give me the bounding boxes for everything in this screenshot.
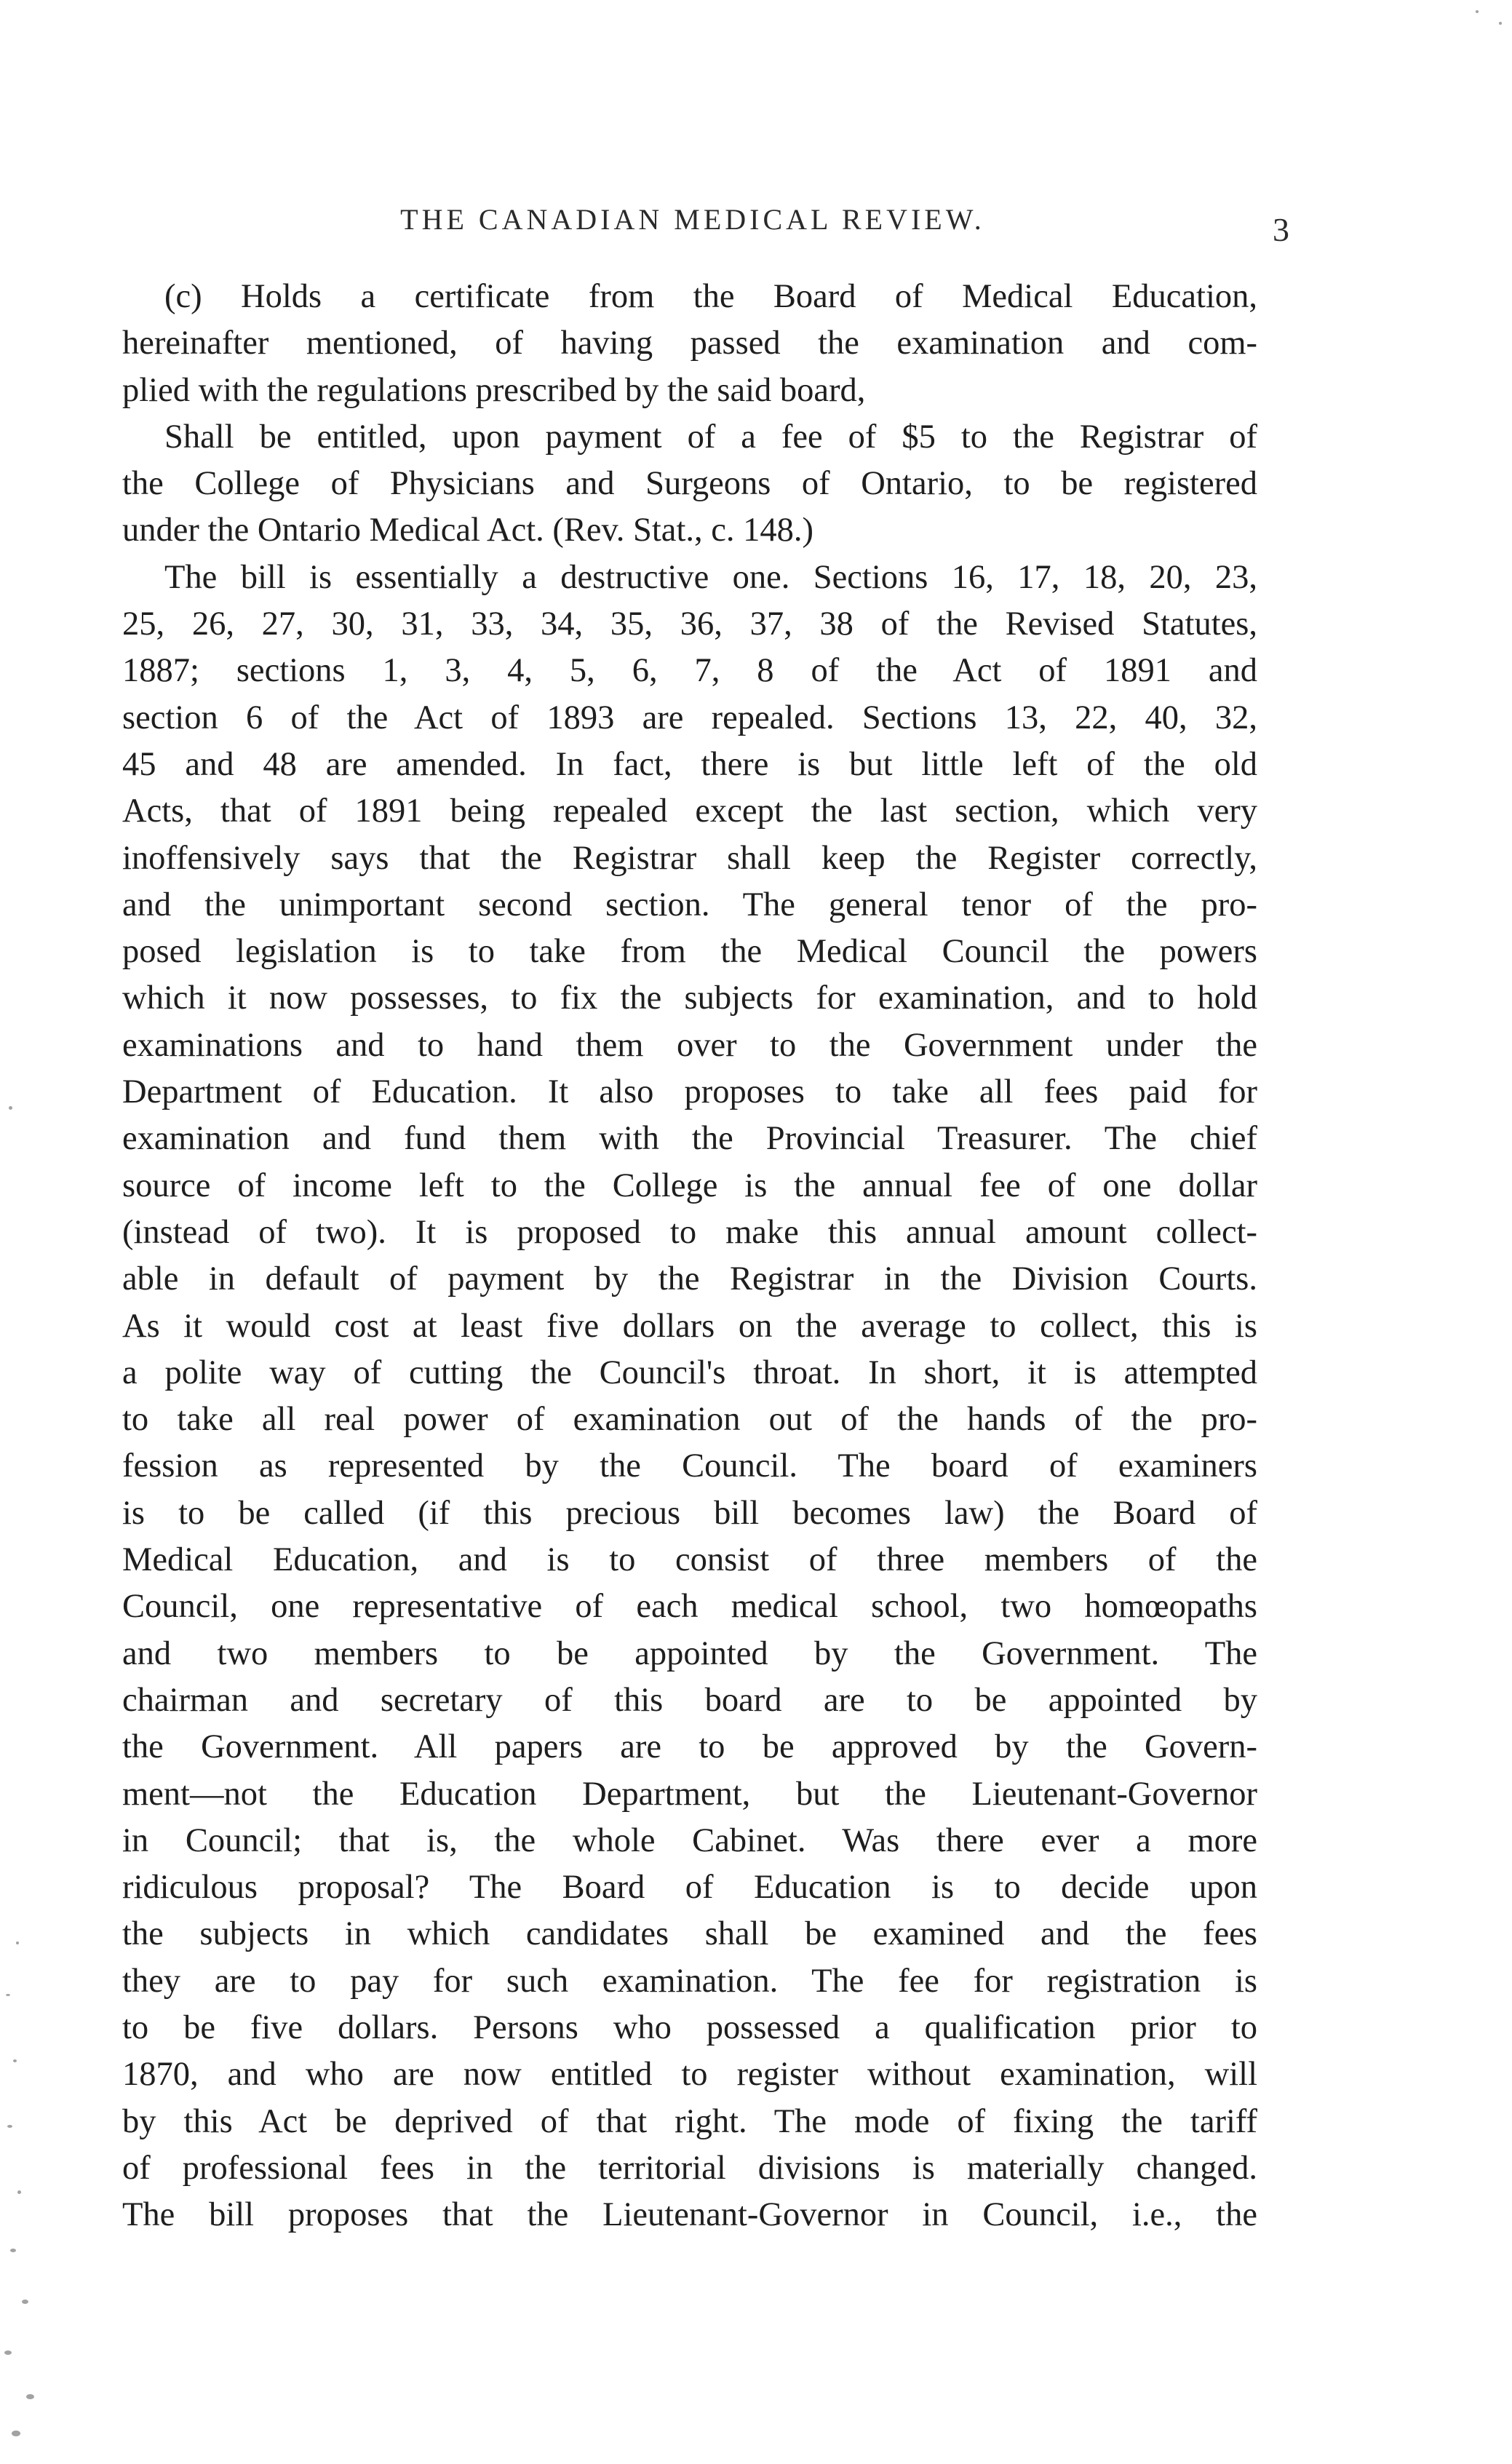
text-line: Medical Education, and is to consist of three members of the: [122, 1541, 1257, 1579]
text-line: 1887; sections 1, 3, 4, 5, 6, 7, 8 of the Act of 1891 and: [122, 652, 1257, 690]
text-line: of professional fees in the territorial divisions is materially changed.: [122, 2149, 1257, 2187]
text-line: section 6 of the Act of 1893 are repealed. Sections 13, 22, 40, 32,: [122, 699, 1257, 736]
text-line: the Government. All papers are to be approved by the Govern-: [122, 1728, 1257, 1766]
scan-speck: [12, 2431, 20, 2436]
text-line: by this Act be deprived of that right. The mode of fixing the tariff: [122, 2102, 1257, 2140]
text-line: they are to pay for such examination. The fee for registration is: [122, 1962, 1257, 2000]
text-line: As it would cost at least five dollars on the average to collect, this is: [122, 1307, 1257, 1345]
text-line: to take all real power of examination out of the hands of the pro-: [122, 1401, 1257, 1439]
scan-speck: [17, 2190, 21, 2194]
text-line: ridiculous proposal? The Board of Education is to decide upon: [122, 1869, 1257, 1907]
text-line: the subjects in which candidates shall be examined and the fees: [122, 1915, 1257, 1953]
text-line: The bill is essentially a destructive one. Sections 16, 17, 18, 20, 23,: [164, 558, 1257, 596]
scan-speck: [1476, 10, 1479, 13]
scan-speck: [16, 1942, 19, 1944]
text-line: Department of Education. It also proposes to take all fees paid for: [122, 1073, 1257, 1111]
scan-speck: [10, 2249, 16, 2252]
scan-speck: [6, 1994, 10, 1996]
text-line: inoffensively says that the Registrar shall keep the Register correctly,: [122, 839, 1257, 877]
text-line: examination and fund them with the Provincial Treasurer. The chief: [122, 1120, 1257, 1158]
text-line: which it now possesses, to fix the subjects for examination, and to hold: [122, 979, 1257, 1017]
running-head: [125, 198, 1289, 248]
running-title: THE CANADIAN MEDICAL REVIEW.: [400, 203, 985, 236]
text-line: The bill proposes that the Lieutenant-Governor in Council, i.e., the: [122, 2196, 1257, 2234]
scan-speck: [9, 1106, 12, 1110]
text-line: examinations and to hand them over to the Government under the: [122, 1026, 1257, 1064]
scan-speck: [13, 2059, 17, 2062]
scan-speck: [4, 2350, 12, 2355]
text-line: in Council; that is, the whole Cabinet. Was there ever a more: [122, 1821, 1257, 1859]
page-number: 3: [1273, 211, 1289, 248]
scan-speck: [22, 2300, 28, 2304]
text-line: Shall be entitled, upon payment of a fee of $5 to the Registrar of: [164, 418, 1257, 456]
text-line: 45 and 48 are amended. In fact, there is but little left of the old: [122, 745, 1257, 783]
scan-speck: [26, 2394, 34, 2399]
text-line: under the Ontario Medical Act. (Rev. Stat., c. 148.): [122, 512, 813, 549]
text-line: a polite way of cutting the Council's throat. In short, it is attempted: [122, 1354, 1257, 1391]
text-line: chairman and secretary of this board are to be appointed by: [122, 1681, 1257, 1719]
text-line: Acts, that of 1891 being repealed except the last section, which very: [122, 792, 1257, 830]
body-text: [122, 274, 1257, 2238]
text-line: posed legislation is to take from the Medical Council the powers: [122, 933, 1257, 971]
text-line: fession as represented by the Council. The board of examiners: [122, 1447, 1257, 1485]
text-line: Council, one representative of each medical school, two homœopaths: [122, 1588, 1257, 1626]
scan-speck: [7, 2125, 12, 2128]
text-line: (c) Holds a certificate from the Board of Medical Education,: [164, 278, 1257, 315]
text-line: plied with the regulations prescribed by the said board,: [122, 371, 866, 409]
text-line: ment—not the Education Department, but the Lieutenant-Governor: [122, 1775, 1257, 1813]
text-line: and the unimportant second section. The general tenor of the pro-: [122, 886, 1257, 923]
text-line: to be five dollars. Persons who possessed a qualification prior to: [122, 2008, 1257, 2046]
text-line: 1870, and who are now entitled to register without examination, will: [122, 2056, 1257, 2094]
text-line: able in default of payment by the Registrar in the Division Courts.: [122, 1260, 1257, 1298]
text-line: the College of Physicians and Surgeons of Ontario, to be registered: [122, 465, 1257, 503]
text-line: hereinafter mentioned, of having passed the examination and com-: [122, 325, 1257, 362]
scan-speck: [1499, 22, 1502, 25]
text-line: (instead of two). It is proposed to make this annual amount collect-: [122, 1213, 1257, 1251]
text-line: is to be called (if this precious bill becomes law) the Board of: [122, 1494, 1257, 1532]
text-line: and two members to be appointed by the Government. The: [122, 1634, 1257, 1672]
text-line: source of income left to the College is the annual fee of one dollar: [122, 1167, 1257, 1204]
text-line: 25, 26, 27, 30, 31, 33, 34, 35, 36, 37, 38 of the Revised Statutes,: [122, 605, 1257, 643]
